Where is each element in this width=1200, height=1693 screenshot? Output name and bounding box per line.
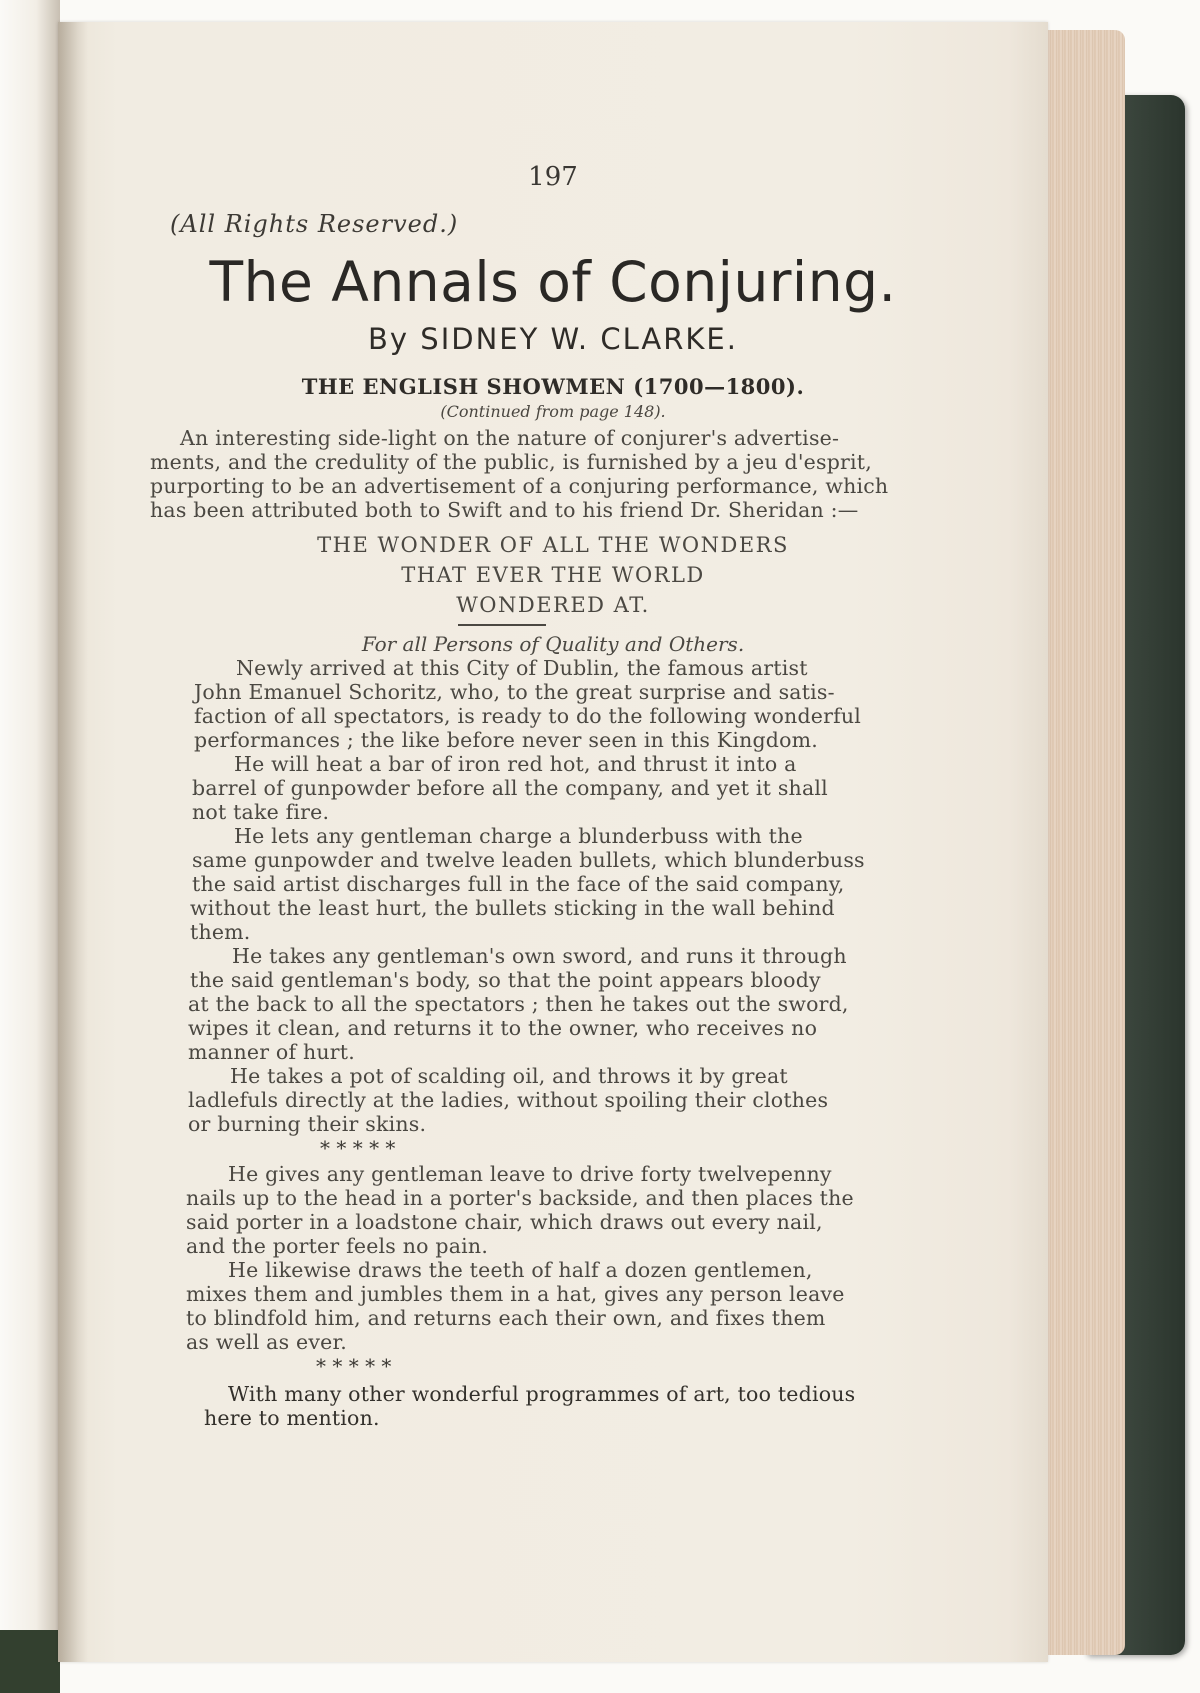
body-line: without the least hurt, the bullets sticking in the wall behind [190, 896, 835, 920]
page-block-edges [1045, 30, 1125, 1655]
advert-heading-line: WONDERED AT. [456, 593, 650, 617]
body-line: He takes any gentleman's own sword, and runs it through [232, 944, 847, 968]
body-line: He likewise draws the teeth of half a dozen gentlemen, [228, 1258, 813, 1282]
body-line: at the back to all the spectators ; then he takes out the sword, [188, 992, 849, 1016]
body-line: John Emanuel Schoritz, who, to the great surprise and satis- [194, 680, 835, 704]
left-facing-page [0, 0, 60, 1693]
closing-line: here to mention. [204, 1406, 380, 1430]
page-number: 197 [528, 162, 578, 192]
body-line: He takes a pot of scalding oil, and throws it by great [230, 1064, 788, 1088]
body-line: He gives any gentleman leave to drive forty twelvepenny [228, 1162, 832, 1186]
body-line: and the porter feels no pain. [186, 1234, 489, 1258]
advert-subhead: For all Persons of Quality and Others. [361, 632, 745, 656]
body-line: ladlefuls directly at the ladies, without spoiling their clothes [188, 1088, 829, 1112]
body-line: He lets any gentleman charge a blunderbuss with the [234, 824, 803, 848]
body-line: or burning their skins. [188, 1112, 427, 1136]
body-line: barrel of gunpowder before all the company, and yet it shall [192, 776, 828, 800]
body-line: the said artist discharges full in the face of the said company, [192, 872, 845, 896]
body-line: performances ; the like before never seen in this Kingdom. [194, 728, 819, 752]
left-cover-edge [0, 1630, 60, 1693]
body-line: said porter in a loadstone chair, which draws out every nail, [186, 1210, 823, 1234]
author-byline: By SIDNEY W. CLARKE. [368, 322, 738, 356]
body-line: the said gentleman's body, so that the point appears bloody [190, 968, 821, 992]
body-line: wipes it clean, and returns it to the owner, who receives no [188, 1016, 818, 1040]
section-heading: THE ENGLISH SHOWMEN (1700—1800). [301, 374, 805, 399]
rights-notice: (All Rights Reserved.) [170, 210, 459, 238]
article-title: The Annals of Conjuring. [209, 250, 897, 314]
advert-heading-line: THE WONDER OF ALL THE WONDERS [317, 533, 789, 557]
intro-line: purporting to be an advertisement of a conjuring performance, which [150, 474, 889, 498]
body-line: not take fire. [192, 800, 330, 824]
body-line: nails up to the head in a porter's backside, and then places the [186, 1186, 854, 1210]
intro-line: has been attributed both to Swift and to his friend Dr. Sheridan :— [150, 498, 859, 522]
body-line: manner of hurt. [188, 1040, 355, 1064]
body-line: to blindfold him, and returns each their own, and fixes them [186, 1306, 826, 1330]
continued-note: (Continued from page 148). [440, 402, 666, 421]
divider-rule [458, 624, 546, 626]
body-line: faction of all spectators, is ready to do the following wonderful [194, 704, 862, 728]
body-line: same gunpowder and twelve leaden bullets, which blunderbuss [192, 848, 865, 872]
body-line: mixes them and jumbles them in a hat, gives any person leave [186, 1282, 845, 1306]
asterisk-break: * * * * * [320, 1136, 396, 1160]
asterisk-break: * * * * * [316, 1354, 392, 1378]
intro-line: ments, and the credulity of the public, is furnished by a jeu d'esprit, [150, 450, 872, 474]
intro-line: An interesting side-light on the nature of conjurer's advertise- [180, 426, 840, 450]
body-line: as well as ever. [186, 1330, 347, 1354]
book-page [58, 22, 1048, 1662]
body-line: He will heat a bar of iron red hot, and thrust it into a [234, 752, 797, 776]
body-line: them. [190, 920, 251, 944]
body-line: Newly arrived at this City of Dublin, the famous artist [236, 656, 808, 680]
closing-line: With many other wonderful programmes of art, too tedious [228, 1382, 856, 1406]
advert-heading-line: THAT EVER THE WORLD [401, 563, 705, 587]
